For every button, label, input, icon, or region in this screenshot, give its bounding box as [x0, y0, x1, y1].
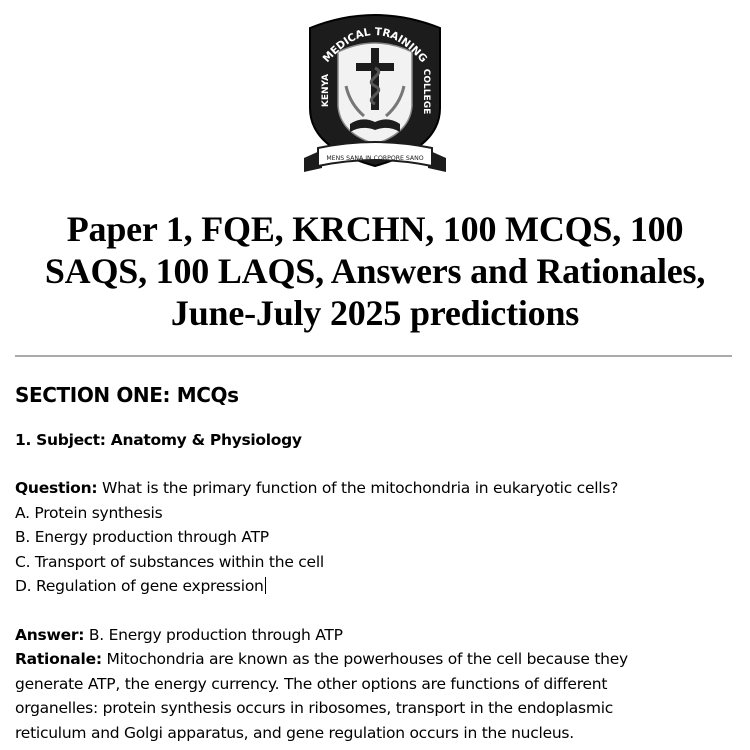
subject-heading: 1. Subject: Anatomy & Physiology [15, 431, 302, 449]
option-b: B. Energy production through ATP [15, 528, 269, 546]
logo-motto: MENS SANA IN CORPORE SANO [326, 155, 424, 162]
answer-block [15, 623, 735, 746]
rationale-label: Rationale: [15, 650, 102, 668]
answer-label: Answer: [15, 625, 85, 644]
option-d-line [15, 574, 735, 599]
rationale-line-4: reticulum and Golgi apparatus, and gene regulation occurs in the nucleus. [15, 723, 574, 742]
text-cursor [265, 577, 266, 594]
svg-text:MEDICAL TRAINING: MEDICAL TRAINING [320, 25, 430, 66]
question-label: Question: [15, 479, 98, 497]
rationale-line-2: generate ATP, the energy currency. The other options are functions of different [15, 674, 608, 693]
answer-text: B. Energy production through ATP [84, 625, 343, 644]
question-block [15, 476, 735, 599]
question-line [15, 476, 735, 501]
svg-text:COLLEGE: COLLEGE [421, 68, 431, 115]
rationale-line-3: organelles: protein synthesis occurs in ribosomes, transport in the endoplasmic [15, 699, 614, 717]
college-crest-logo [300, 8, 450, 176]
question-text: What is the primary function of the mitochondria in eukaryotic cells? [97, 479, 619, 497]
rationale-text-1: Mitochondria are known as the powerhouses of the cell because they [101, 650, 628, 668]
svg-text:KENYA: KENYA [321, 73, 331, 108]
answer-line [15, 623, 735, 648]
option-a: A. Protein synthesis [15, 503, 163, 522]
rationale-line-1 [15, 647, 735, 672]
option-c: C. Transport of substances within the cell [15, 552, 324, 571]
option-d: D. Regulation of gene expression [15, 577, 264, 595]
section-heading: SECTION ONE: MCQs [15, 383, 239, 407]
title-line-1: Paper 1, FQE, KRCHN, 100 MCQS, 100 [66, 209, 684, 249]
document-title [20, 208, 730, 334]
document-body[interactable] [15, 378, 735, 745]
title-line-3: June-July 2025 predictions [170, 293, 580, 333]
title-line-2: SAQS, 100 LAQS, Answers and Rationales, [44, 251, 706, 291]
horizontal-divider [15, 355, 732, 357]
